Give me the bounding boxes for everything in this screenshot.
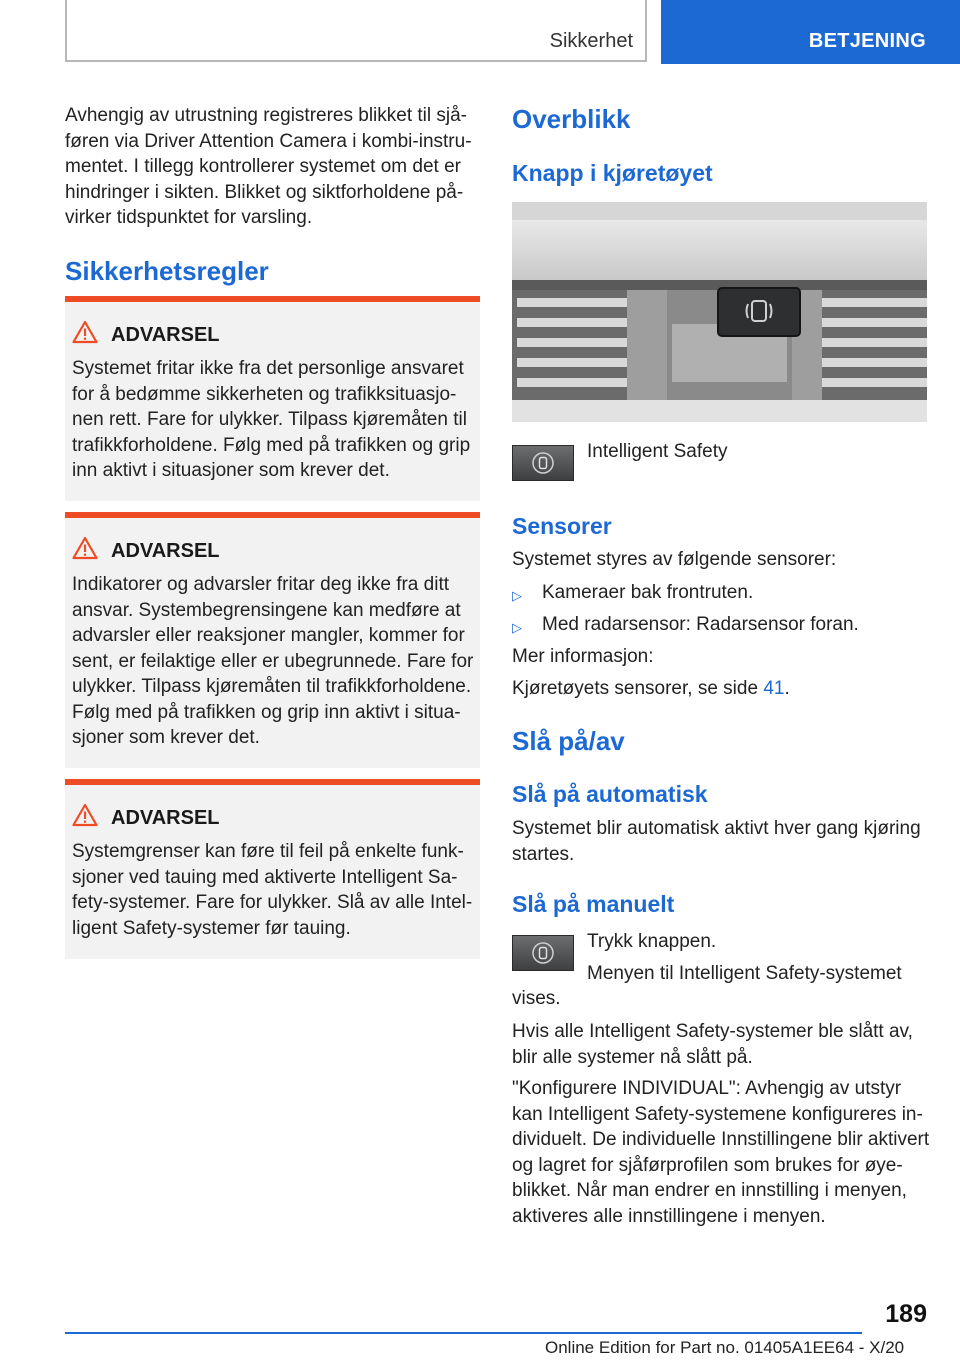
warning-box-2: [65, 512, 480, 768]
button-heading: Knapp i kjøretøyet: [512, 160, 713, 186]
warning-triangle-icon: [72, 536, 98, 560]
header-section-box: [65, 0, 647, 62]
manual-step: Trykk knappen.: [587, 931, 717, 952]
more-info-label: Mer informasjon:: [512, 646, 654, 667]
bullet-triangle-icon: ▷: [512, 588, 522, 603]
page-reference-link[interactable]: 41: [763, 678, 785, 699]
overview-heading: Overblikk: [512, 104, 631, 134]
warning-triangle-icon: [72, 320, 98, 344]
manual-paragraph-1: Hvis alle Intelligent Safety-systemer ble slått av, blir alle systemer nå slått på.: [512, 1021, 913, 1068]
warning-title: ADVARSEL: [111, 807, 220, 829]
list-item: ▷ Med radarsensor: Radarsensor foran.: [512, 612, 927, 637]
header-chapter-tab: [661, 0, 960, 64]
footer-rule: [65, 1332, 862, 1334]
car-safety-icon: [532, 941, 554, 965]
footer-edition: Online Edition for Part no. 01405A1EE64 - X/20: [545, 1338, 905, 1357]
list-item: ▷ Kameraer bak frontruten.: [512, 580, 927, 605]
header-section-title: Sikkerhet: [549, 30, 633, 52]
manual-paragraph-2: "Konfigurere INDIVIDUAL": Avhengig av utstyr kan Intelligent Safety-systemene konfigureres in-dividuelt. De individuelle Innstillingene blir aktivert og lagret for sjåførprofilen som brukes for øye-blikket. Når man endrer en innstilling i menyen, aktiveres alle innstillingene i menyen.: [512, 1078, 930, 1227]
intro-paragraph: Avhengig av utrustning registreres blikket til sjå-føren via Driver Attention Camera i kombi-instru-mentet. I tillegg kontrollerer systemet om det er hindringer i sikten. Blikket og siktforholdene på-virker tidspunktet for varsling.: [65, 105, 472, 228]
warning-body: Indikatorer og advarsler fritar deg ikke fra ditt ansvar. Systembegrensingene kan medføre at advarsler eller reaksjoner mangler, kommer for sent, er feilaktige eller er ubegrunnede. Fare for ulykker. Tilpass kjøremåten til trafikkforholdene. Følg med på trafikken og grip inn aktivt i situa-sjoner som krever det.: [72, 574, 474, 748]
intelligent-safety-button-icon: [512, 935, 574, 971]
dashboard-button-photo: [512, 202, 927, 422]
auto-text: Systemet blir automatisk aktivt hver gang kjøring startes.: [512, 818, 921, 865]
sensors-heading: Sensorer: [512, 513, 612, 539]
warning-body: Systemgrenser kan føre til feil på enkelte funk-sjoner ved tauing med aktiverte Intelligent Sa-fety-systemer. Fare for ulykker. Slå av alle Intel-ligent Safety-systemer før tauing.: [72, 841, 473, 939]
button-caption: Intelligent Safety: [587, 441, 728, 462]
warning-box-1: [65, 296, 480, 501]
manual-menu-text: Menyen til Intelligent Safety-systemet: [587, 963, 902, 984]
intelligent-safety-button-icon: [512, 445, 574, 481]
safety-heading: Sikkerhetsregler: [65, 256, 269, 286]
sensors-intro: Systemet styres av følgende sensorer:: [512, 549, 837, 570]
sensors-reference: Kjøretøyets sensorer, se side 41.: [512, 678, 790, 699]
page-number: 189: [885, 1300, 927, 1328]
car-safety-icon: [532, 451, 554, 475]
header-chapter-title: BETJENING: [808, 30, 926, 52]
warning-title: ADVARSEL: [111, 540, 220, 562]
on-off-heading: Slå på/av: [512, 726, 625, 756]
auto-heading: Slå på automatisk: [512, 781, 708, 807]
bullet-triangle-icon: ▷: [512, 620, 522, 635]
warning-body: Systemet fritar ikke fra det personlige ansvaret for å bedømme sikkerheten og trafikksituasjo-nen rett. Fare for ulykker. Tilpass kjøremåten til trafikkforholdene. Følg med på trafikken og grip inn aktivt i situasjoner som krever det.: [72, 358, 471, 481]
manual-heading: Slå på manuelt: [512, 891, 675, 917]
warning-title: ADVARSEL: [111, 324, 220, 346]
manual-menu-text-cont: vises.: [512, 988, 561, 1009]
warning-box-3: [65, 779, 480, 959]
warning-triangle-icon: [72, 803, 98, 827]
